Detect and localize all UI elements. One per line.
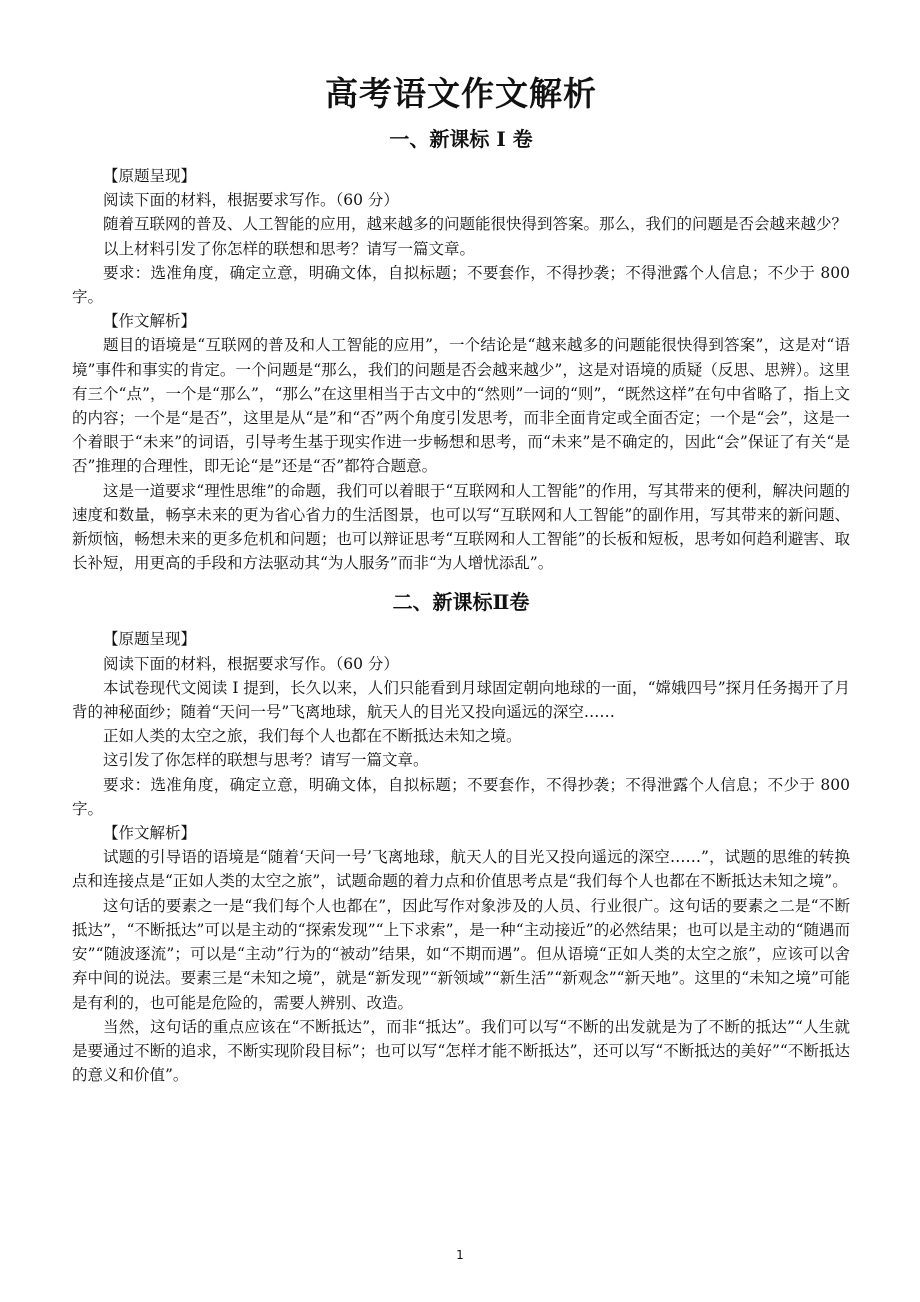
section-2-heading: 二、新课标Ⅱ卷 [392,590,530,615]
document-page [72,70,850,1087]
section-2-original-p3: 正如人类的太空之旅，我们每个人也都在不断抵达未知之境。 [103,727,522,746]
page-number: 1 [456,1248,464,1262]
section-2-original-p2: 本试卷现代文阅读 I 提到，长久以来，人们只能看到月球固定朝向地球的一面，“嫦娥四号”探月任务揭开了月背的神秘面纱；随着“天问一号”飞离地球，航天人的目光又投向遥远的深空…… [72,678,850,722]
section-2-original-p4: 这引发了你怎样的联想与思考？请写一篇文章。 [103,751,429,770]
section-1-heading: 一、新课标 I 卷 [389,127,533,151]
section-2-original-label: 【原题呈现】 [103,630,197,649]
section-1-analysis-p2: 这是一道要求“理性思维”的命题，我们可以着眼于“互联网和人工智能”的作用，写其带来的便利，解决问题的速度和数量，畅享未来的更为省心省力的生活图景，也可以写“互联网和人工智能”的副作用，写其带来的新问题、新烦恼，畅想未来的更多危机和问题；也可以辩证思考“互联网和人工智能”的长板和短板，思考如何趋利避害、取长补短，用更高的手段和方法驱动其“为人服务”而非“为人增忧添乱”。 [72,481,850,573]
section-1-analysis-label: 【作文解析】 [103,312,197,331]
section-1-original-p2: 随着互联网的普及、人工智能的应用，越来越多的问题能很快得到答案。那么，我们的问题是否会越来越少？ [103,215,848,234]
section-1-original-p1: 阅读下面的材料，根据要求写作。（60 分） [103,191,399,210]
section-1-analysis-p1: 题目的语境是“互联网的普及和人工智能的应用”，一个结论是“越来越多的问题能很快得到答案”，这是对“语境”事件和事实的肯定。一个问题是“那么，我们的问题是否会越来越少”，这是对语境的质疑（反思、思辨）。这里有三个“点”，一个是“那么”，“那么”在这里相当于古文中的“然则”一词的“则”，“既然这样”在句中省略了，指上文的内容；一个是“是否”，这里是从“是”和“否”两个角度引发思考，而非全面肯定或全面否定；一个是“会”，这是一个着眼于“未来”的词语，引导考生基于现实作进一步畅想和思考，而“未来”是不确定的，因此“会”保证了有关“是否”推理的合理性，即无论“是”还是“否”都符合题意。 [72,336,850,476]
section-2-analysis-label: 【作文解析】 [103,824,197,843]
section-1-original-p3: 以上材料引发了你怎样的联想和思考？请写一篇文章。 [103,239,476,258]
section-2-original-p1: 阅读下面的材料，根据要求写作。（60 分） [103,654,399,673]
document-title: 高考语文作文解析 [325,74,597,113]
section-2-analysis-p2: 这句话的要素之一是“我们每个人也都在”，因此写作对象涉及的人员、行业很广。这句话的要素之二是“不断抵达”，“不断抵达”可以是主动的“探索发现”“上下求索”，是一种“主动接近”的必然结果；也可以是主动的“随遇而安”“随波逐流”；可以是“主动”行为的“被动”结果，如“不期而遇”。但从语境“正如人类的太空之旅”，应该可以舍弃中间的说法。要素三是“未知之境”，就是“新发现”“新领域”“新生活”“新观念”“新天地”。这里的“未知之境”可能是有利的，也可能是危险的，需要人辨别、改造。 [72,896,850,1012]
section-2-original-p5: 要求：选准角度，确定立意，明确文体，自拟标题；不要套作，不得抄袭；不得泄露个人信息；不少于 800 字。 [72,775,850,818]
section-1-original-p4: 要求：选准角度，确定立意，明确文体，自拟标题；不要套作，不得抄袭；不得泄露个人信息；不少于 800 字。 [72,263,850,307]
section-1-original-label: 【原题呈现】 [103,167,197,185]
section-2-analysis-p1: 试题的引导语的语境是“随着‘天问一号’飞离地球，航天人的目光又投向遥远的深空……”，试题的思维的转换点和连接点是“正如人类的太空之旅”，试题命题的着力点和价值思考点是“我们每个人也都在不断抵达未知之境”。 [72,848,850,891]
section-2-analysis-p3: 当然，这句话的重点应该在“不断抵达”，而非“抵达”。我们可以写“不断的出发就是为了不断的抵达”“人生就是要通过不断的追求，不断实现阶段目标”；也可以写“怎样才能不断抵达”，还可以写“不断抵达的美好”“不断抵达的意义和价值”。 [72,1017,850,1085]
